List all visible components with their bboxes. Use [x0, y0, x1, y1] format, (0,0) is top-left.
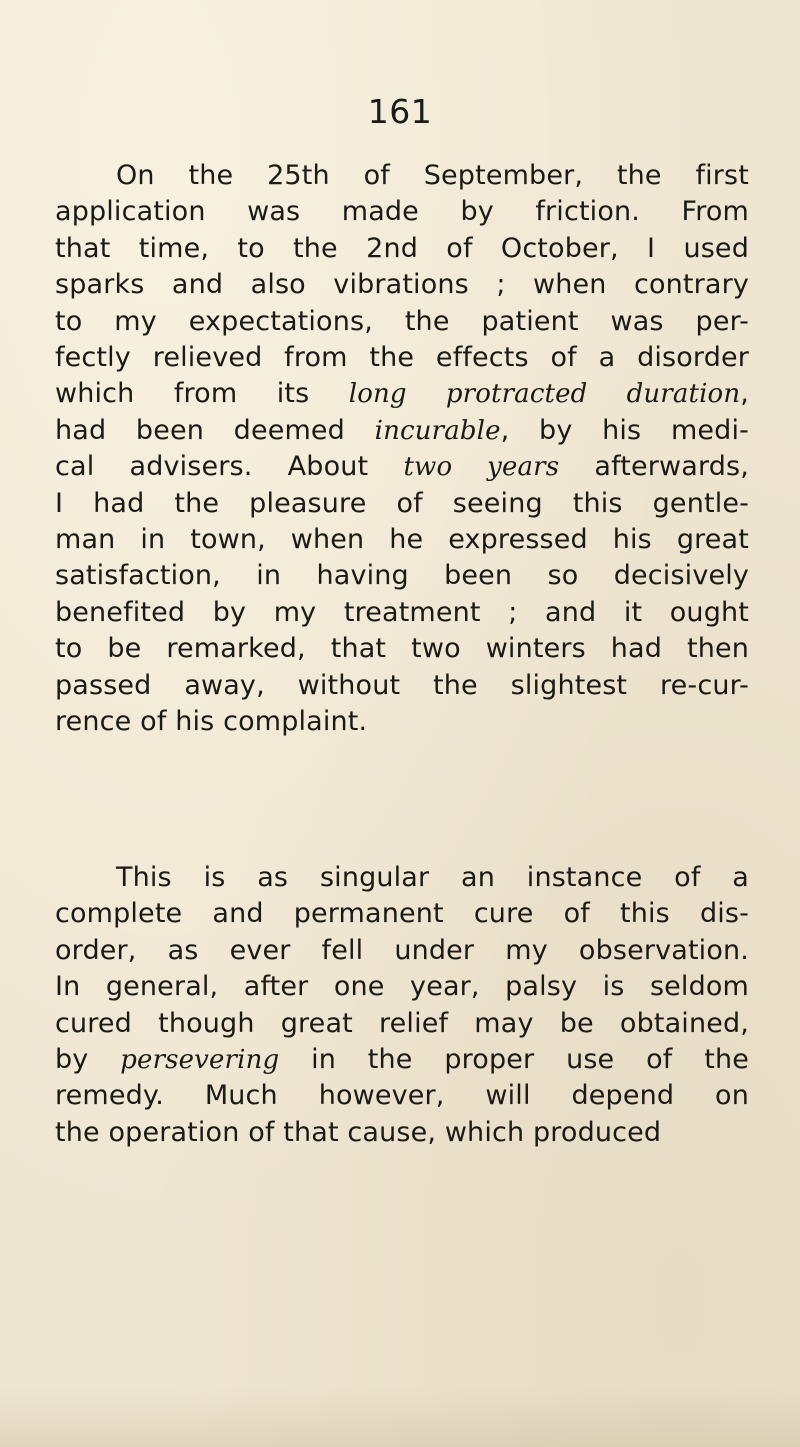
text-run: that time, to the 2nd of October, I used	[55, 232, 749, 264]
text-line	[55, 1078, 749, 1114]
italic-phrase: incurable	[374, 415, 501, 446]
text-line	[55, 860, 749, 896]
text-line	[55, 158, 749, 194]
text-line	[55, 231, 749, 267]
text-run: by	[55, 1044, 121, 1076]
paragraph-2	[55, 860, 749, 1151]
text-line	[55, 969, 749, 1005]
text-run: I had the pleasure of seeing this gentle-	[55, 487, 749, 519]
text-line	[55, 631, 749, 667]
text-line	[55, 340, 749, 376]
text-run: complete and permanent cure of this dis-	[55, 898, 749, 930]
text-run: remedy. Much however, will depend on	[55, 1080, 749, 1112]
text-run: man in town, when he expressed his great	[55, 524, 749, 556]
text-run: order, as ever fell under my observation.	[55, 934, 749, 966]
text-run: , by his medi-	[500, 414, 749, 446]
italic-phrase: persevering	[120, 1045, 280, 1076]
text-line	[55, 704, 749, 740]
text-run: In general, after one year, palsy is seldom	[55, 971, 749, 1003]
text-run: to be remarked, that two winters had then	[55, 633, 749, 665]
text-line	[55, 896, 749, 932]
text-run: afterwards,	[559, 451, 749, 483]
italic-phrase: two years	[403, 452, 560, 483]
text-run: in the proper use of the	[279, 1044, 750, 1076]
page-shadow	[0, 1387, 800, 1447]
text-line	[55, 1115, 749, 1151]
text-run: On the 25th of September, the first	[116, 160, 749, 191]
text-run: the operation of that cause, which produced	[55, 1116, 662, 1148]
page-number: 161	[367, 92, 433, 131]
text-run: which from its	[55, 378, 349, 410]
text-line	[55, 376, 749, 412]
text-line	[55, 595, 749, 631]
text-line	[55, 304, 749, 340]
text-run: cured though great relief may be obtained,	[55, 1007, 749, 1039]
text-run: passed away, without the slightest re-cur-	[55, 669, 749, 701]
text-run: satisfaction, in having been so decisively	[55, 560, 749, 592]
paragraph-1	[55, 158, 749, 741]
text-run: to my expectations, the patient was per-	[55, 305, 749, 337]
text-line	[55, 194, 749, 230]
text-line	[55, 1042, 749, 1078]
italic-phrase: long protracted duration	[348, 379, 741, 410]
text-run: This is as singular an instance of a	[116, 862, 749, 893]
text-run: cal advisers. About	[55, 451, 404, 483]
text-line	[55, 522, 749, 558]
text-run: ,	[740, 378, 749, 410]
text-line	[55, 486, 749, 522]
text-run: had been deemed	[55, 414, 375, 446]
text-run: sparks and also vibrations ; when contrary	[55, 269, 749, 301]
text-line	[55, 449, 749, 485]
text-line	[55, 933, 749, 969]
text-run: benefited by my treatment ; and it ought	[55, 596, 749, 628]
text-run: fectly relieved from the effects of a disorder	[55, 342, 749, 374]
text-run: rence of his complaint.	[55, 706, 368, 738]
text-line	[55, 413, 749, 449]
text-line	[55, 558, 749, 594]
text-run: application was made by friction. From	[55, 196, 749, 228]
text-line	[55, 267, 749, 303]
text-line	[55, 1006, 749, 1042]
text-line	[55, 668, 749, 704]
